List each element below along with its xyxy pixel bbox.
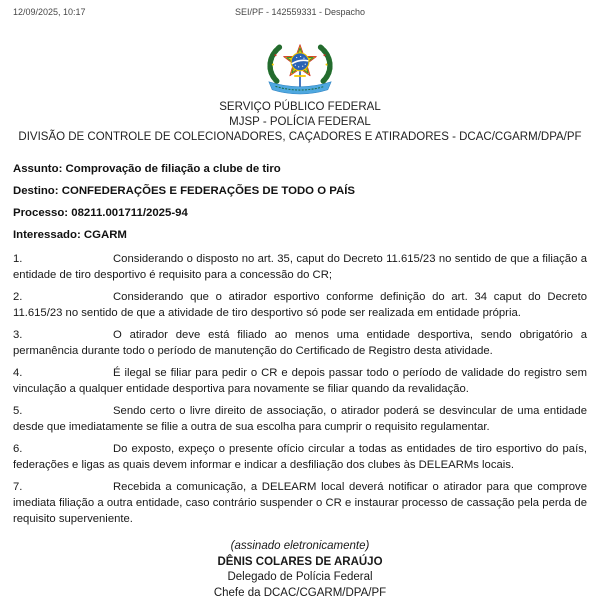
paragraph-number: 2. <box>13 291 23 303</box>
document-reference: SEI/PF - 142559331 - Despacho <box>234 7 366 17</box>
paragraph-number: 6. <box>13 443 23 455</box>
numbered-paragraph-1 <box>13 251 587 283</box>
emblem-container <box>13 34 587 97</box>
letterhead-line-3: DIVISÃO DE CONTROLE DE COLECIONADORES, CAÇADORES E ATIRADORES - DCAC/CGARM/DPA/PF <box>18 131 582 143</box>
paragraph-text: É ilegal se filiar para pedir o CR e depois passar todo o período de validade do registro sem vinculação a qualquer entidade desportiva para novamente se filiar quando da revalidação. <box>13 367 587 395</box>
print-datetime: 12/09/2025, 10:17 <box>13 7 86 17</box>
signature-block <box>13 539 587 600</box>
document-fields <box>13 163 587 242</box>
letterhead-line-1: SERVIÇO PÚBLICO FEDERAL <box>219 101 381 113</box>
paragraph-text: Considerando o disposto no art. 35, caput do Decreto 11.615/23 no sentido de que a filiação a entidade de tiro desportivo é requisito para a concessão do CR; <box>13 253 587 281</box>
paragraph-text: Do exposto, expeço o presente ofício circular a todas as entidades de tiro esportivo do país, federações e ligas as quais devem informar e indicar a desfiliação dos clubes às DELEARMs locais. <box>13 443 587 471</box>
numbered-paragraph-5 <box>13 403 587 435</box>
numbered-paragraph-2 <box>13 289 587 321</box>
numbered-paragraph-6 <box>13 441 587 473</box>
numbered-paragraph-3 <box>13 327 587 359</box>
field-processo: Processo: 08211.001711/2025-94 <box>13 207 188 219</box>
letterhead-line-2: MJSP - POLÍCIA FEDERAL <box>229 116 371 128</box>
print-header <box>13 7 587 20</box>
signatory-name: DÊNIS COLARES DE ARAÚJO <box>217 555 383 568</box>
numbered-paragraph-4 <box>13 365 587 397</box>
paragraph-number: 3. <box>13 329 23 341</box>
document-body <box>13 251 587 527</box>
letterhead <box>13 100 587 145</box>
signatory-role: Delegado de Polícia Federal <box>227 571 373 583</box>
paragraph-number: 7. <box>13 481 23 493</box>
field-assunto: Assunto: Comprovação de filiação a clube de tiro <box>13 163 281 175</box>
paragraph-text: Considerando que o atirador esportivo conforme definição do art. 34 caput do Decreto 11.615/23 no sentido de que a atividade de tiro desportivo só pode ser realizada em entidade própria. <box>13 291 587 319</box>
paragraph-text: O atirador deve está filiado ao menos uma entidade desportiva, sendo obrigatório a permanência durante todo o período de manutenção do Certificado de Registro desta atividade. <box>13 329 587 357</box>
numbered-paragraph-7 <box>13 479 587 527</box>
paragraph-number: 4. <box>13 367 23 379</box>
paragraph-text: Recebida a comunicação, a DELEARM local deverá notificar o atirador para que comprove imediata filiação a outra entidade, caso contrário suspender o CR e instaurar processo de cassação pela perda de requisito superveniente. <box>13 481 587 525</box>
paragraph-text: Sendo certo o livre direito de associação, o atirador poderá se desvincular de uma entidade desde que imediatamente se filie a outra de sua escolha para cumprir o requisito regulamentar. <box>13 405 587 433</box>
brazil-coat-of-arms-icon <box>256 34 344 97</box>
signatory-unit: Chefe da DCAC/CGARM/DPA/PF <box>213 586 387 599</box>
paragraph-number: 5. <box>13 405 23 417</box>
field-interessado: Interessado: CGARM <box>13 229 127 241</box>
paragraph-number: 1. <box>13 253 23 265</box>
field-destino: Destino: CONFEDERAÇÕES E FEDERAÇÕES DE TODO O PAÍS <box>13 185 355 197</box>
signature-note: (assinado eletronicamente) <box>230 540 370 552</box>
